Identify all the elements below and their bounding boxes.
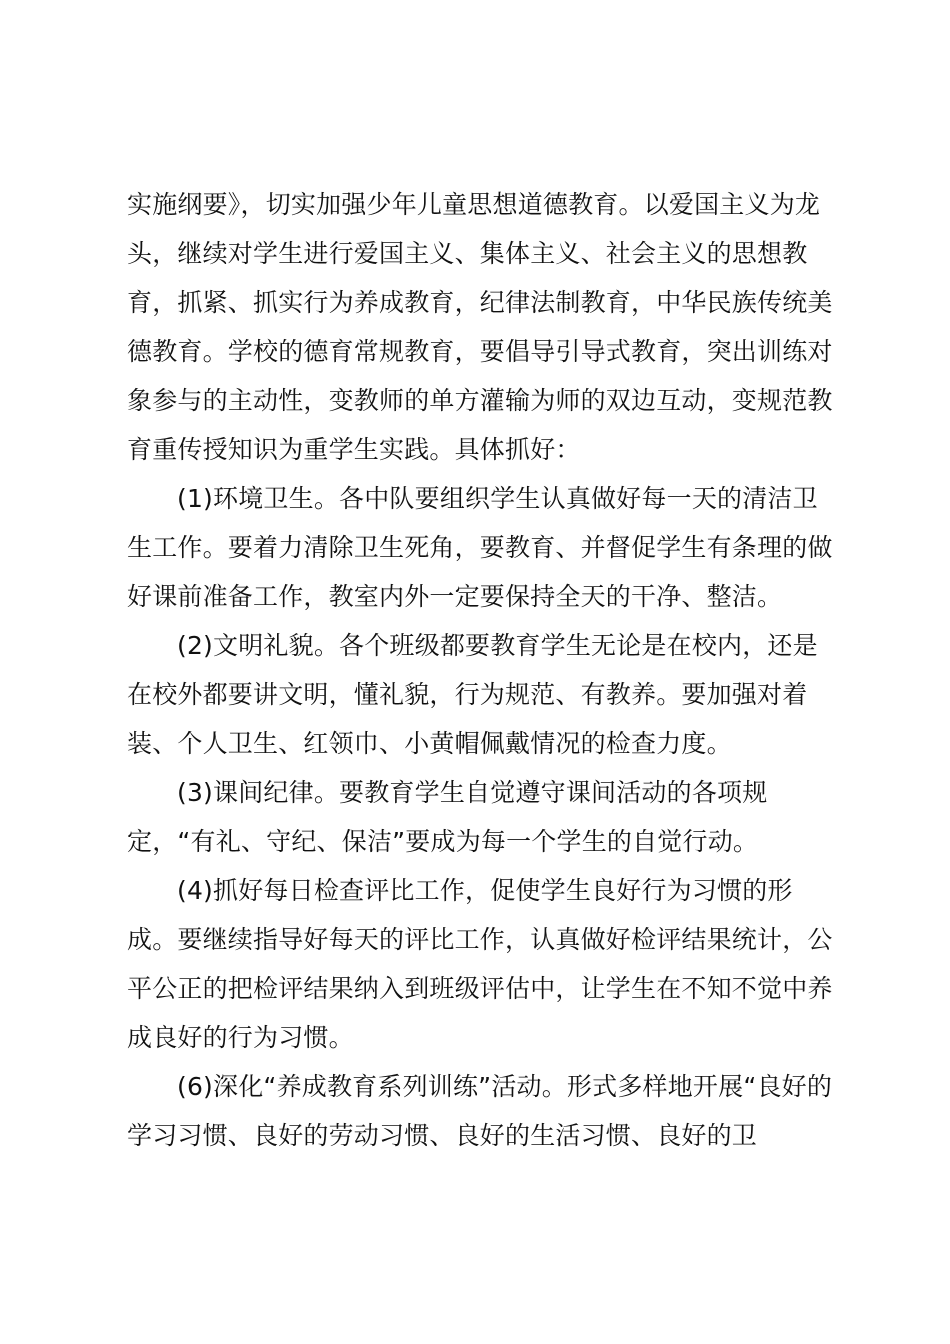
paragraph-civility: (2)文明礼貌。各个班级都要教育学生无论是在校内，还是在校外都要讲文明，懂礼貌，行为规范、有教养。要加强对着装、个人卫生、红领巾、小黄帽佩戴情况的检查力度。 xyxy=(127,631,818,758)
paragraph-environment-hygiene: (1)环境卫生。各中队要组织学生认真做好每一天的清洁卫生工作。要着力清除卫生死角，要教育、并督促学生有条理的做好课前准备工作，教室内外一定要保持全天的干净、整洁。 xyxy=(127,484,833,611)
paragraph-habit-training: (6)深化“养成教育系列训练”活动。形式多样地开展“良好的学习习惯、良好的劳动习惯、良好的生活习惯、良好的卫 xyxy=(127,1072,833,1150)
paragraph-daily-inspection: (4)抓好每日检查评比工作，促使学生良好行为习惯的形成。要继续指导好每天的评比工作，认真做好检评结果统计，公平公正的把检评结果纳入到班级评估中，让学生在不知不觉中养成良好的行为习惯。 xyxy=(127,876,833,1052)
document-body xyxy=(127,180,837,1160)
paragraph-break-discipline: (3)课间纪律。要教育学生自觉遵守课间活动的各项规定，“有礼、守纪、保洁”要成为每一个学生的自觉行动。 xyxy=(127,778,768,856)
paragraph-intro: 实施纲要》，切实加强少年儿童思想道德教育。以爱国主义为龙头，继续对学生进行爱国主义、集体主义、社会主义的思想教育，抓紧、抓实行为养成教育，纪律法制教育，中华民族传统美德教育。学校的德育常规教育，要倡导引导式教育，突出训练对象参与的主动性，变教师的单方灌输为师的双边互动，变规范教育重传授知识为重学生实践。具体抓好： xyxy=(127,190,833,464)
